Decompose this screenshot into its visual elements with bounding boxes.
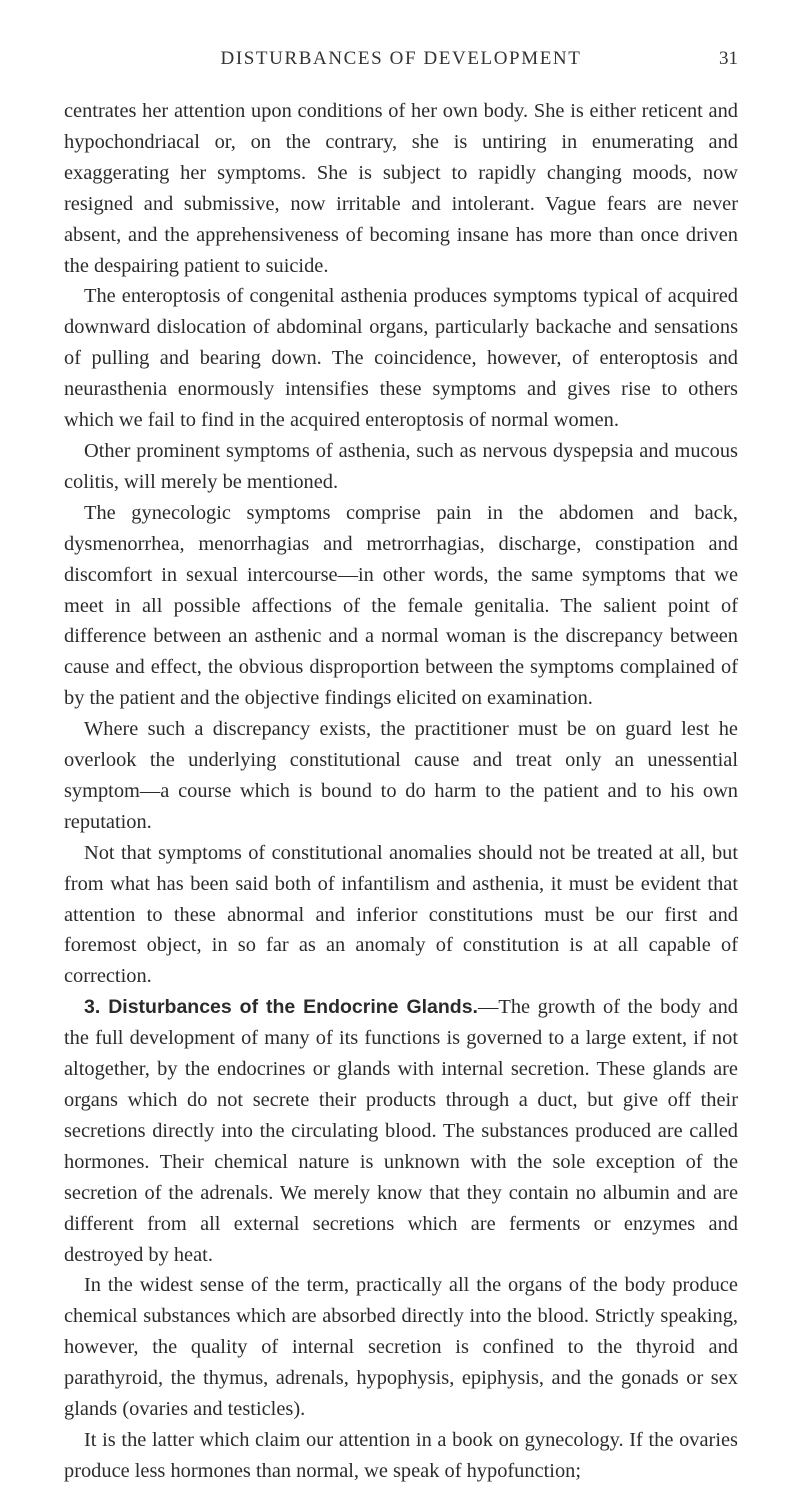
page-number: 31: [719, 48, 738, 69]
running-title: DISTURBANCES OF DEVELOPMENT: [220, 48, 582, 69]
paragraph: The gynecologic symptoms comprise pain in the abdomen and back, dysmenorrhea, menorrhagias and metrorrhagias, discharge, constipation and discomfort in sexual intercourse—in other words, the same symptoms that we meet in all possible affections of the female genitalia. The salient point of difference between an asthenic and a normal woman is the discrepancy between cause and effect, the obvious disproportion between the symptoms complained of by the patient and the objective findings elicited on examination.: [64, 501, 738, 710]
section-heading: 3. Disturbances of the Endocrine Glands.: [84, 996, 478, 1019]
section-text: —The growth of the body and the full development of many of its functions is governed to a large extent, if not altogether, by the endocrines or glands with internal secretion. These glands are organs which do not secrete their products through a duct, but give off their secretions directly into the circulating blood. The substances produced are called hormones. Their chemical nature is unknown with the sole exception of the secretion of the adrenals. We merely know that they contain no albumin and are different from all external secretions which are ferments or enzymes and destroyed by heat.: [64, 996, 738, 1266]
paragraph: The enteroptosis of congenital asthenia produces symptoms typical of acquired downward dislocation of abdominal organs, particularly backache and sensations of pulling and bearing down. The coincidence, however, of enteroptosis and neurasthenia enormously intensifies these symptoms and gives rise to others which we fail to find in the acquired enteroptosis of normal women.: [64, 285, 738, 432]
paragraph: In the widest sense of the term, practically all the organs of the body produce chemical substances which are absorbed directly into the blood. Strictly speaking, however, the quality of internal secretion is confined to the thyroid and parathyroid, the thymus, adrenals, hypophysis, epiphysis, and the gonads or sex glands (ovaries and testicles).: [64, 1274, 738, 1421]
body-text: [64, 96, 738, 1487]
paragraph: Other prominent symptoms of asthenia, such as nervous dyspepsia and mucous colitis, will merely be mentioned.: [64, 439, 738, 493]
paragraph: Where such a discrepancy exists, the practitioner must be on guard lest he overlook the underlying constitutional cause and treat only an unessential symptom—a course which is bound to do harm to the patient and to his own reputation.: [64, 718, 738, 833]
section-paragraph: [64, 992, 738, 1270]
paragraph: Not that symptoms of constitutional anomalies should not be treated at all, but from what has been said both of infantilism and asthenia, it must be evident that attention to these abnormal and inferior constitutions must be our first and foremost object, in so far as an anomaly of constitution is at all capable of correction.: [64, 841, 738, 988]
running-head: [64, 48, 738, 86]
paragraph: It is the latter which claim our attention in a book on gynecology. If the ovaries produce less hormones than normal, we speak of hypofunction;: [64, 1428, 738, 1482]
paragraph-continuation: centrates her attention upon conditions of her own body. She is either reticent and hypochondriacal or, on the contrary, she is untiring in enumerating and exaggerating her symptoms. She is subject to rapidly changing moods, now resigned and submissive, now irritable and intolerant. Vague fears are never absent, and the apprehensiveness of becoming insane has more than once driven the despairing patient to suicide.: [64, 100, 738, 277]
